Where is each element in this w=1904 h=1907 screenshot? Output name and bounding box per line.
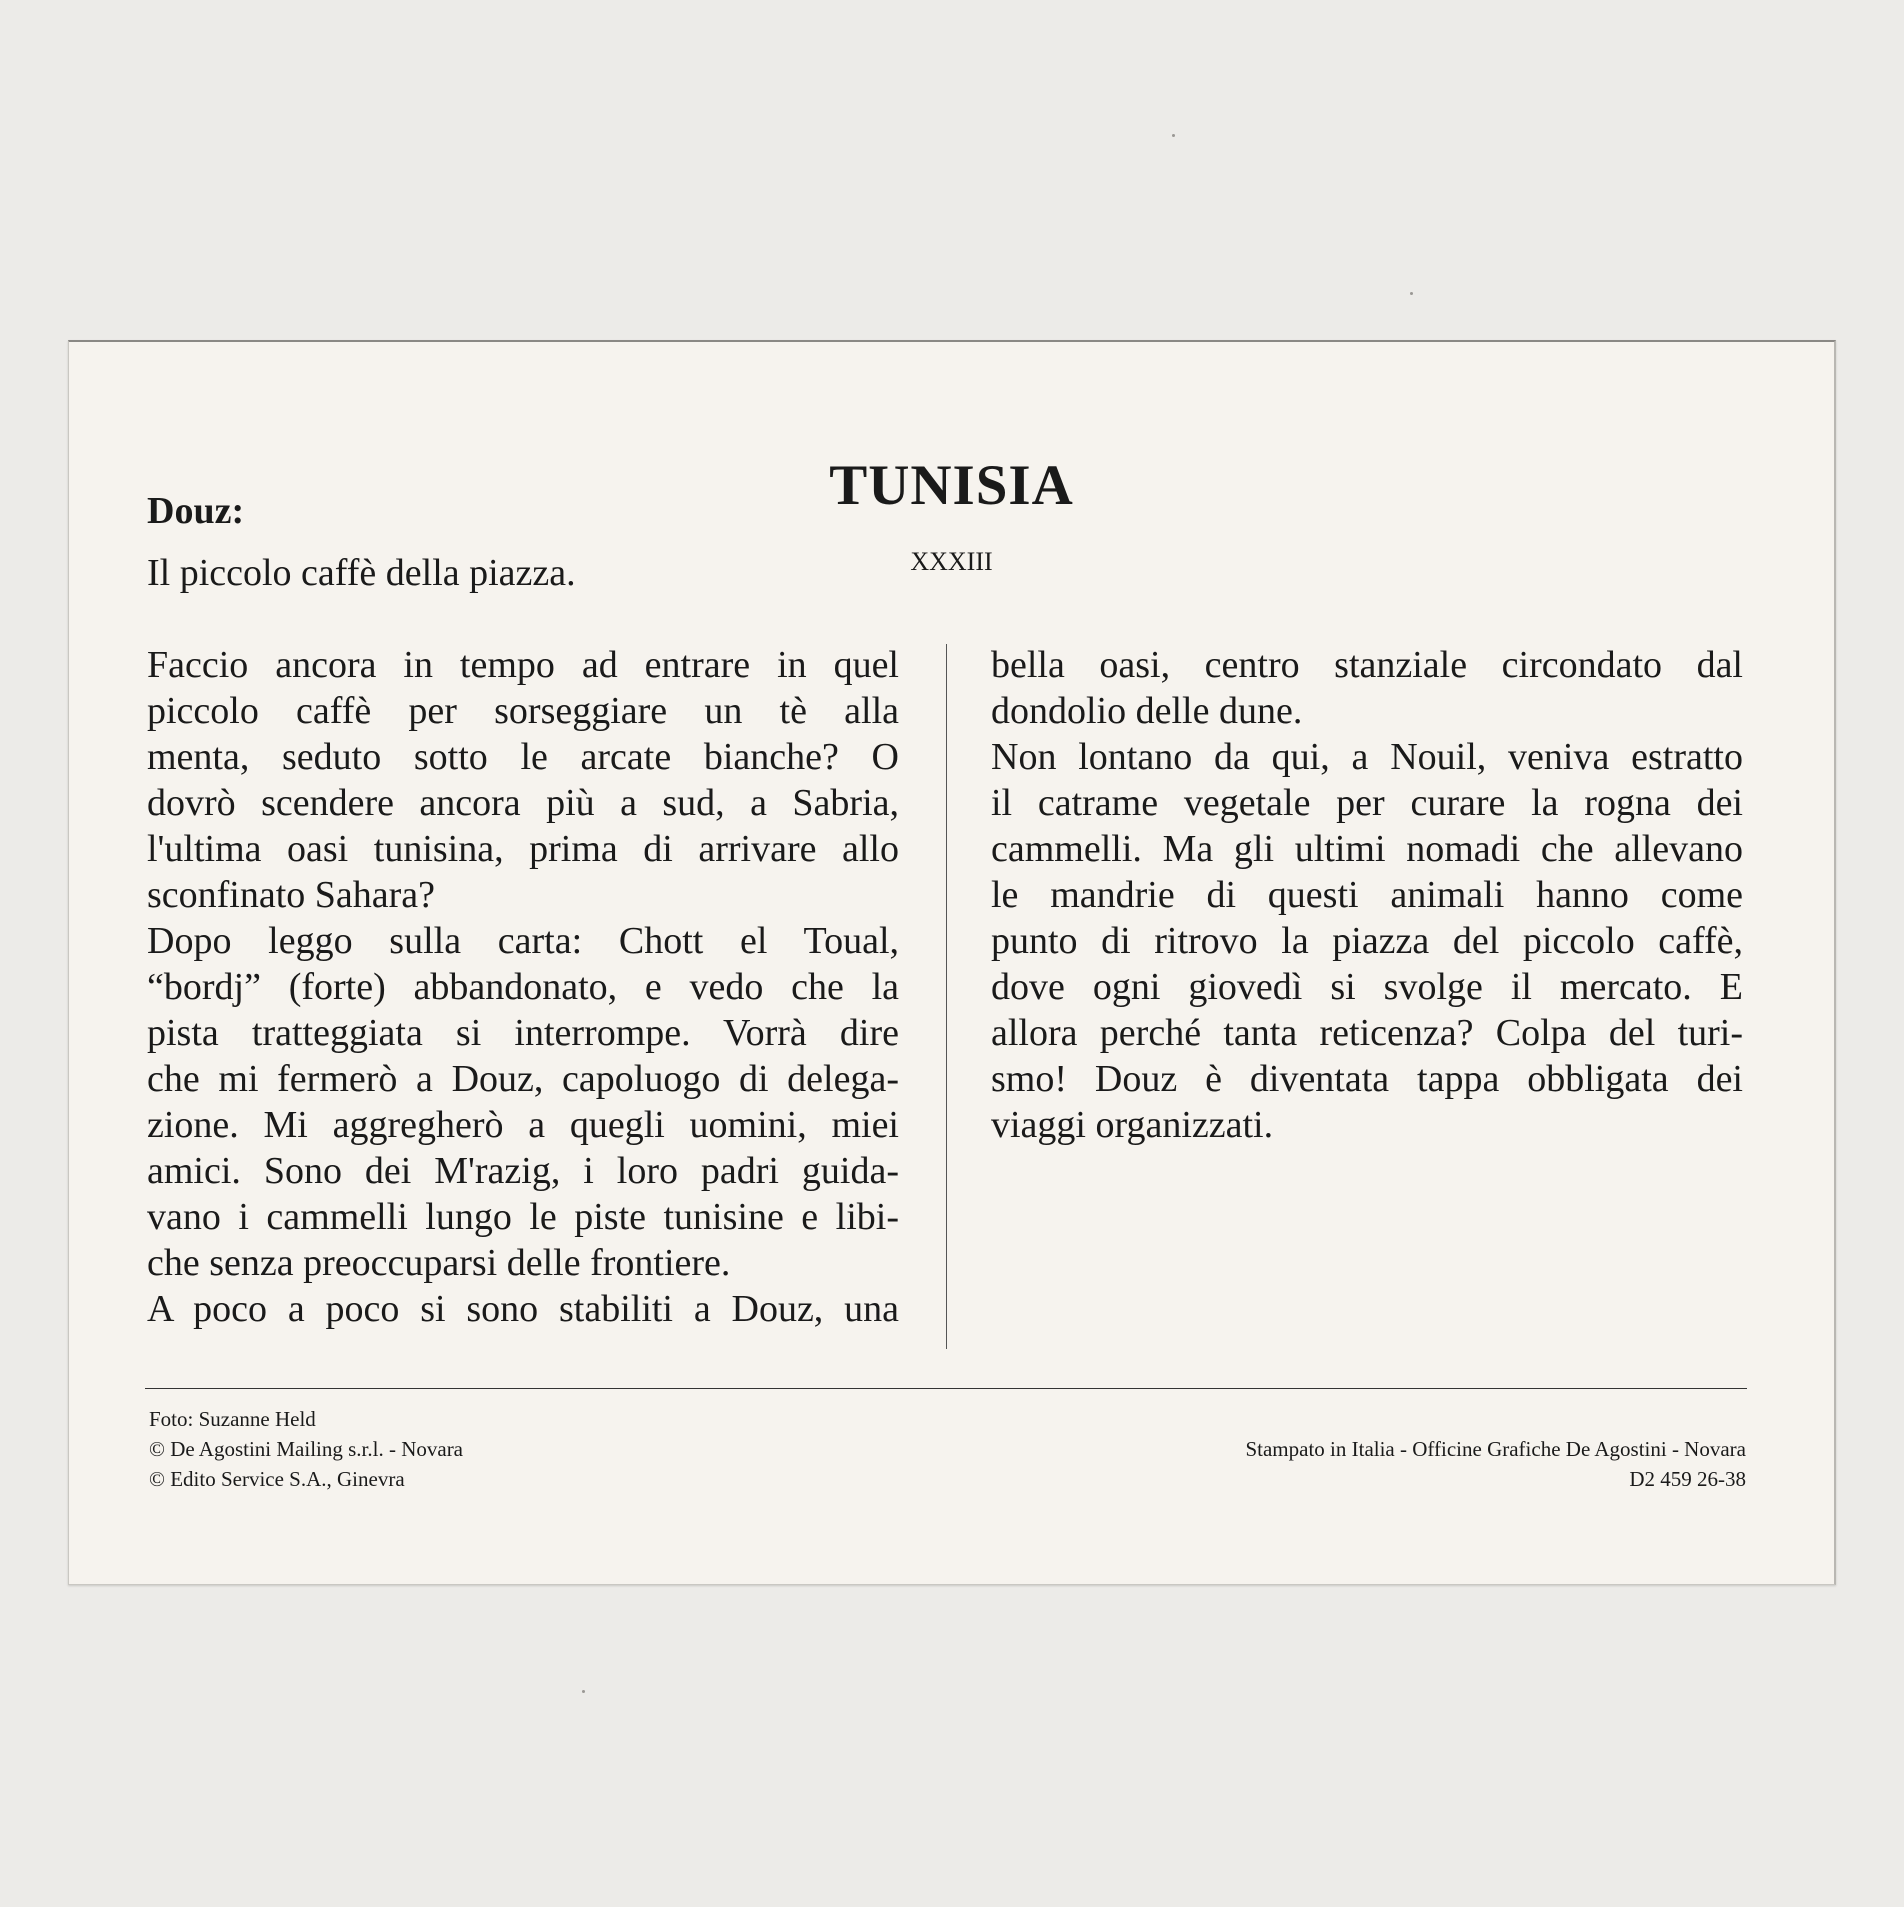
postcard-back bbox=[68, 340, 1836, 1585]
text-line: dondolio delle dune. bbox=[991, 690, 1303, 732]
dust-speck bbox=[1410, 292, 1413, 295]
text-line: l'ultima oasi tunisina, prima di arrivare allo bbox=[147, 828, 899, 870]
photo-caption: Il piccolo caffè della piazza. bbox=[147, 552, 576, 594]
text-line: viaggi organizzati. bbox=[991, 1104, 1274, 1146]
text-line: piccolo caffè per sorseggiare un tè alla bbox=[147, 690, 899, 732]
column-divider bbox=[946, 644, 947, 1349]
place-heading: Douz: bbox=[147, 490, 245, 532]
text-line: che mi fermerò a Douz, capoluogo di delega- bbox=[147, 1058, 899, 1100]
text-line: amici. Sono dei M'razig, i loro padri guida- bbox=[147, 1150, 899, 1192]
text-line: vano i cammelli lungo le piste tunisine e libi- bbox=[147, 1196, 899, 1238]
product-code: D2 459 26-38 bbox=[1629, 1467, 1746, 1491]
text-line: sconfinato Sahara? bbox=[147, 874, 436, 916]
text-line: dove ogni giovedì si svolge il mercato. E bbox=[991, 966, 1743, 1008]
text-line: zione. Mi aggregherò a quegli uomini, miei bbox=[147, 1104, 899, 1146]
photo-credits bbox=[149, 1404, 463, 1494]
printer-info bbox=[1245, 1434, 1746, 1494]
text-line: punto di ritrovo la piazza del piccolo caffè, bbox=[991, 920, 1743, 962]
series-number: XXXIII bbox=[910, 547, 993, 576]
credit-line: © Edito Service S.A., Ginevra bbox=[149, 1467, 405, 1491]
credit-line: © De Agostini Mailing s.r.l. - Novara bbox=[149, 1437, 464, 1461]
text-line: cammelli. Ma gli ultimi nomadi che allevano bbox=[991, 828, 1743, 870]
text-line: Faccio ancora in tempo ad entrare in quel bbox=[147, 644, 899, 686]
footer-rule bbox=[145, 1388, 1747, 1389]
text-line: bella oasi, centro stanziale circondato dal bbox=[991, 644, 1743, 686]
text-line: menta, seduto sotto le arcate bianche? O bbox=[147, 736, 899, 778]
text-line: smo! Douz è diventata tappa obbligata dei bbox=[991, 1058, 1743, 1100]
right-text-column bbox=[991, 642, 1743, 1148]
left-text-column bbox=[147, 642, 899, 1332]
printer-line: Stampato in Italia - Officine Grafiche De Agostini - Novara bbox=[1245, 1437, 1746, 1461]
text-line: allora perché tanta reticenza? Colpa del turi- bbox=[991, 1012, 1743, 1054]
text-line: pista tratteggiata si interrompe. Vorrà dire bbox=[147, 1012, 899, 1054]
dust-speck bbox=[1172, 134, 1175, 137]
text-line: “bordj” (forte) abbandonato, e vedo che la bbox=[147, 966, 899, 1008]
dust-speck bbox=[582, 1690, 585, 1693]
text-line: il catrame vegetale per curare la rogna dei bbox=[991, 782, 1743, 824]
text-line: Non lontano da qui, a Nouil, veniva estratto bbox=[991, 736, 1743, 778]
text-line: Dopo leggo sulla carta: Chott el Toual, bbox=[147, 920, 899, 962]
text-line: che senza preoccuparsi delle frontiere. bbox=[147, 1242, 731, 1284]
text-line: A poco a poco si sono stabiliti a Douz, una bbox=[147, 1288, 899, 1330]
text-line: le mandrie di questi animali hanno come bbox=[991, 874, 1743, 916]
page-title: TUNISIA bbox=[829, 454, 1074, 517]
credit-line: Foto: Suzanne Held bbox=[149, 1407, 316, 1431]
text-line: dovrò scendere ancora più a sud, a Sabria, bbox=[147, 782, 899, 824]
